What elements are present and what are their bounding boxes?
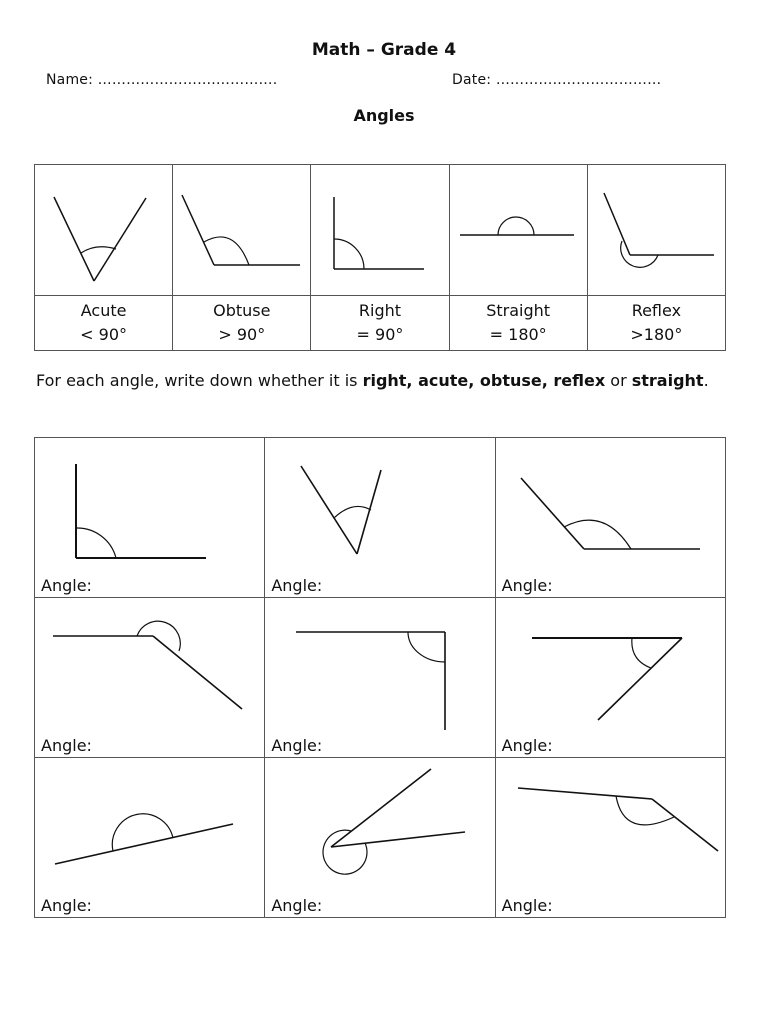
angle-diagram [35,758,265,917]
instruction-bold-terms: right, acute, obtuse, reflex [362,371,606,390]
exercise-cell [495,758,725,918]
angle-diagram [496,758,726,917]
exercise-cell [495,438,725,598]
exercise-cell [265,438,495,598]
acute-rule: < 90° [80,325,128,344]
acute-angle-diagram [36,165,172,295]
instruction-end: . [703,371,709,390]
angle-answer-label: Angle: [41,896,92,915]
right-label-cell [311,296,449,351]
instruction-lead: For each angle, write down whether it is [36,371,363,390]
exercise-cell [495,598,725,758]
obtuse-label-cell [173,296,311,351]
angle-answer-label: Angle: [501,576,553,595]
angle-answer-label: Angle: [271,896,323,915]
acute-name: Acute [80,301,127,320]
straight-label-cell [449,296,587,351]
angle-diagram [265,598,495,757]
acute-label-cell [35,296,173,351]
angle-answer-label: Angle: [501,896,553,915]
section-title: Angles [353,106,415,125]
angle-diagram [265,438,495,597]
obtuse-rule: > 90° [218,325,266,344]
right-name: Right [358,301,402,320]
right-rule: = 90° [356,325,404,344]
straight-rule: = 180° [489,325,547,344]
exercise-cell [265,598,495,758]
angle-answer-label: Angle: [41,576,92,595]
reflex-label-cell [587,296,725,351]
angle-diagram [35,438,265,597]
right-angle-diagram [312,165,448,295]
date-field: Date: …………..………………… [452,72,662,88]
straight-name: Straight [486,301,551,320]
reflex-diagram-cell [587,165,725,296]
angle-diagram [496,438,726,597]
angle-reference-table [34,164,726,351]
instructions [36,366,736,396]
straight-angle-diagram [450,165,586,295]
straight-diagram-cell [449,165,587,296]
obtuse-name: Obtuse [213,301,271,320]
angle-diagram [265,758,495,917]
acute-diagram-cell [35,165,173,296]
worksheet-title: Math – Grade 4 [311,40,457,60]
reflex-angle-diagram [588,165,724,295]
angle-answer-label: Angle: [271,576,323,595]
angle-answer-label: Angle: [501,736,553,755]
instruction-last-term: straight [631,371,704,390]
angle-answer-label: Angle: [271,736,323,755]
exercise-cell [35,438,265,598]
exercise-cell [35,758,265,918]
obtuse-diagram-cell [173,165,311,296]
angle-answer-label: Angle: [41,736,92,755]
instruction-mid: or [605,371,632,390]
exercise-cell [35,598,265,758]
right-diagram-cell [311,165,449,296]
exercise-grid [34,437,726,918]
reflex-rule: >180° [630,325,683,344]
obtuse-angle-diagram [174,165,310,295]
angle-diagram [35,598,265,757]
angle-diagram [496,598,726,757]
reflex-name: Reflex [631,301,682,320]
exercise-cell [265,758,495,918]
name-field: Name: …………………….…………. [46,72,278,88]
